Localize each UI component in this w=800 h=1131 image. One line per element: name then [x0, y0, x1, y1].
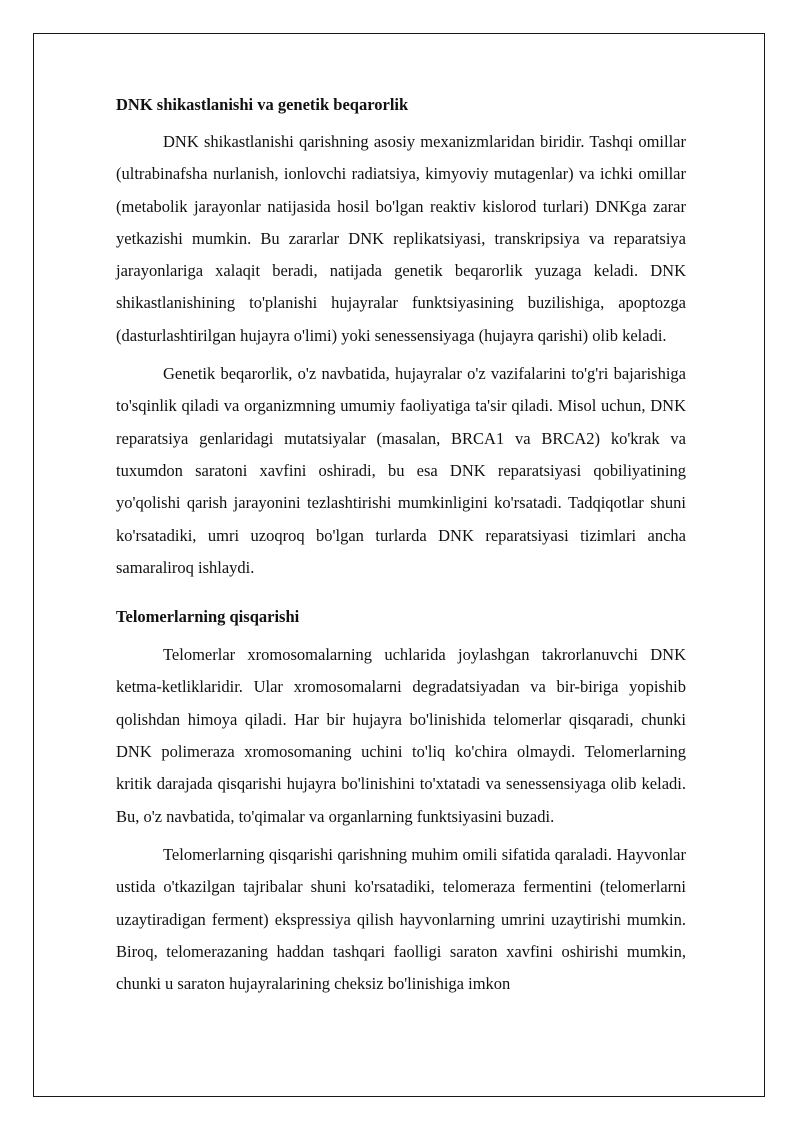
paragraph-dna-damage-2: Genetik beqarorlik, o'z navbatida, hujayralar o'z vazifalarini to'g'ri bajarishiga to'sqinlik qiladi va organizmning umumiy faoliyatiga ta'sir qiladi. Misol uchun, DNK reparatsiya genlaridagi mutatsiyalar (masalan, BRCA1 va BRCA2) ko'krak va tuxumdon saratoni xavfini oshiradi, bu esa DNK reparatsiyasi qobiliyatining yo'qolishi qarish jarayonini tezlashtirishi mumkinligini ko'rsatadi. Tadqiqotlar shuni ko'rsatadiki, umri uzoqroq bo'lgan turlarda DNK reparatsiyasi tizimlari ancha samaraliroq ishlaydi. [116, 364, 686, 577]
document-body [116, 89, 686, 1000]
paragraph-dna-damage-1: DNK shikastlanishi qarishning asosiy mexanizmlaridan biridir. Tashqi omillar (ultrabinafsha nurlanish, ionlovchi radiatsiya, kimyoviy mutagenlar) va ichki omillar (metabolik jarayonlar natijasida hosil bo'lgan reaktiv kislorod turlari) DNKga zarar yetkazishi mumkin. Bu zararlar DNK replikatsiyasi, transkripsiya va reparatsiya jarayonlariga xalaqit beradi, natijada genetik beqarorlik yuzaga keladi. DNK shikastlanishining to'planishi hujayralar funktsiyasining buzilishiga, apoptozga (dasturlashtirilgan hujayra o'limi) yoki senessensiyaga (hujayra qarishi) olib keladi. [116, 132, 686, 345]
page-frame [33, 33, 765, 1097]
section-heading-telomeres: Telomerlarning qisqarishi [116, 607, 300, 627]
paragraph-telomeres-1: Telomerlar xromosomalarning uchlarida joylashgan takrorlanuvchi DNK ketma-ketliklaridir. Ular xromosomalarni degradatsiyadan va bir-biriga yopishib qolishdan himoya qiladi. Har bir hujayra bo'linishida telomerlar qisqaradi, chunki DNK polimeraza xromosomaning uchini to'liq ko'chira olmaydi. Telomerlarning kritik darajada qisqarishi hujayra bo'linishini to'xtatadi va senessensiyaga olib keladi. Bu, o'z navbatida, to'qimalar va organlarning funktsiyasini buzadi. [116, 645, 686, 826]
section-heading-dna-damage: DNK shikastlanishi va genetik beqarorlik [116, 95, 409, 114]
paragraph-telomeres-2: Telomerlarning qisqarishi qarishning muhim omili sifatida qaraladi. Hayvonlar ustida o'tkazilgan tajribalar shuni ko'rsatadiki, telomeraza fermentini (telomerlarni uzaytiradigan ferment) ekspressiya qilish hayvonlarning umrini uzaytirishi mumkin. Biroq, telomerazaning haddan tashqari faolligi saraton xavfini oshirishi mumkin, chunki u saraton hujayralarining cheksiz bo'linishiga imkon [116, 844, 686, 994]
